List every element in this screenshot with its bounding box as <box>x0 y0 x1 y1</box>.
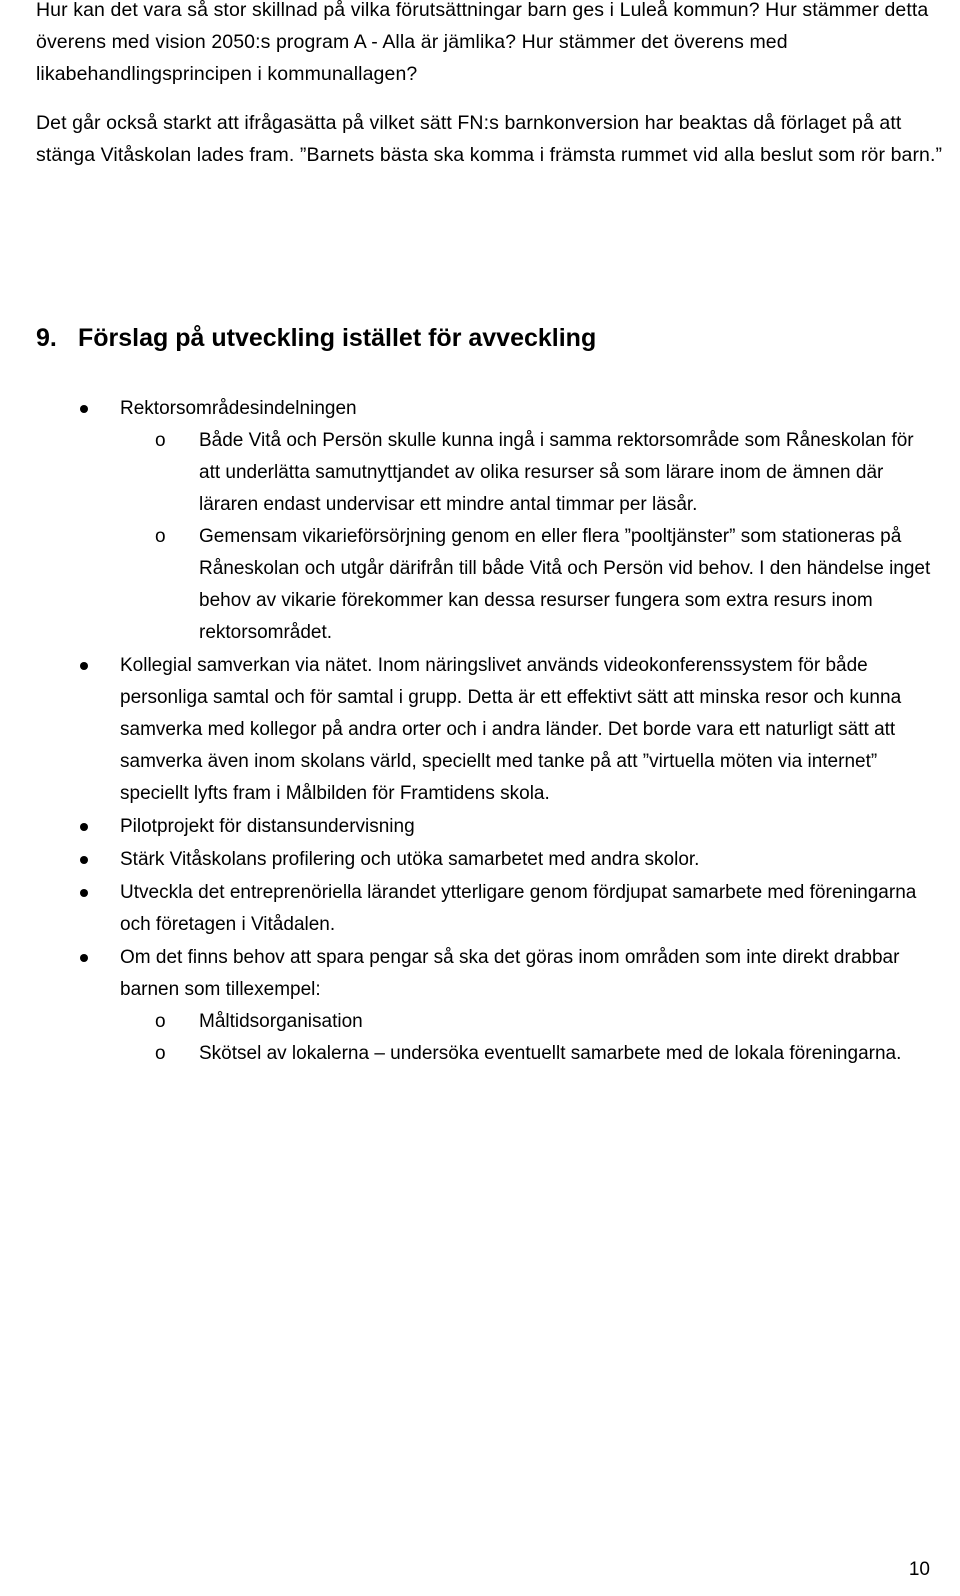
sub-bullet-icon: o <box>155 430 166 451</box>
sub-bullet-icon: o <box>155 526 166 547</box>
sub-list-item <box>0 1038 939 1070</box>
section-title: Förslag på utveckling istället för avveckling <box>78 324 597 352</box>
list-item-text: Rektorsområdesindelningen <box>120 398 357 419</box>
sub-list-item-text: Både Vitå och Persön skulle kunna ingå i samma rektorsområde som Råneskolan för att underlätta samutnyttjandet av olika resurser så som lärare inom de ämnen där läraren endast undervisar ett mindre antal timmar per läsår. <box>199 430 914 515</box>
bullet-icon <box>80 856 88 864</box>
bullet-icon <box>80 954 88 962</box>
sub-bullet-icon: o <box>155 1043 166 1064</box>
sub-list <box>0 1006 960 1070</box>
list-item-text: Om det finns behov att spara pengar så ska det göras inom områden som inte direkt drabbar barnen som tillexempel: <box>120 947 900 1000</box>
list-item-text: Pilotprojekt för distansundervisning <box>120 816 415 837</box>
list-item <box>0 650 940 810</box>
bullet-icon <box>80 662 88 670</box>
proposal-list <box>0 393 960 1070</box>
sub-list-item-text: Gemensam vikarieförsörjning genom en eller flera ”pooltjänster” som stationeras på Råneskolan och utgår därifrån till både Vitå och Persön vid behov. I den händelse inget behov av vikarie förekommer kan dessa resurser fungera som extra resurs inom rektorsområdet. <box>199 526 931 643</box>
intro-paragraph-2: Det går också starkt att ifrågasätta på vilket sätt FN:s barnkonversion har beaktas då förlaget på att stänga Vitåskolan lades fram. ”Barnets bästa ska komma i främsta rummet vid alla beslut som rör barn.” <box>36 112 943 166</box>
sub-list-item-text: Skötsel av lokalerna – undersöka eventuellt samarbete med de lokala föreningarna. <box>199 1043 902 1064</box>
list-item <box>0 942 940 1006</box>
list-item <box>0 811 940 843</box>
list-item <box>0 393 940 425</box>
bullet-icon <box>80 823 88 831</box>
page-number: 10 <box>908 1559 930 1580</box>
list-item-text: Utveckla det entreprenöriella lärandet ytterligare genom fördjupat samarbete med föreningarna och företagen i Vitådalen. <box>120 882 917 935</box>
bullet-icon <box>80 405 88 413</box>
section-number: 9. <box>36 324 57 352</box>
sub-bullet-icon: o <box>155 1011 166 1032</box>
sub-list-item <box>0 521 939 649</box>
intro-paragraph-1: Hur kan det vara så stor skillnad på vilka förutsättningar barn ges i Luleå kommun? Hur stämmer detta överens med vision 2050:s program A - Alla är jämlika? Hur stämmer det överens med likabehandlingsprincipen i kommunallagen? <box>36 0 929 85</box>
section-heading <box>36 318 596 358</box>
list-item-text: Kollegial samverkan via nätet. Inom näringslivet används videokonferenssystem för både personliga samtal och för samtal i grupp. Detta är ett effektivt sätt att minska resor och kunna samverka med kollegor på andra orter och i andra länder. Det borde vara ett naturligt sätt att samverka även inom skolans värld, speciellt med tanke på att ”virtuella möten via internet” speciellt lyfts fram i Målbilden för Framtidens skola. <box>120 655 902 804</box>
list-item <box>0 877 940 941</box>
list-item-text: Stärk Vitåskolans profilering och utöka samarbetet med andra skolor. <box>120 849 700 870</box>
sub-list-item-text: Måltidsorganisation <box>199 1011 363 1032</box>
sub-list <box>0 425 960 649</box>
bullet-icon <box>80 889 88 897</box>
list-item <box>0 844 940 876</box>
sub-list-item <box>0 1006 939 1038</box>
sub-list-item <box>0 425 939 521</box>
